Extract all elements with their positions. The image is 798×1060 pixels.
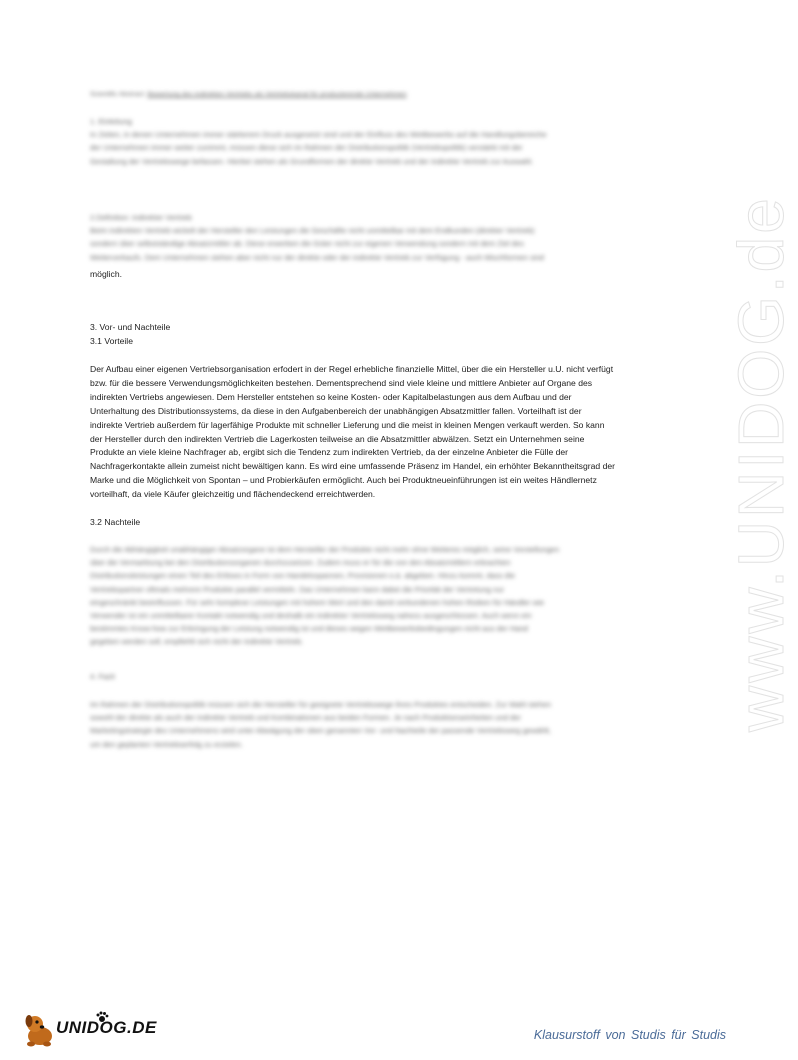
paragraph-line: der Unternehmen immer weiter zunimmt, müssen diese sich im Rahmen der Distributionspolitik (Vertriebspolitik) verstärkt mit der (90, 143, 523, 153)
logo-text: UNIDOG.DE (56, 1018, 157, 1037)
paragraph-line: gegeben werden soll, empfiehlt sich nicht der indirekte Vertrieb. (90, 637, 304, 647)
paragraph-line: Weiterverkaufs. Dem Unternehmen stehen aber nicht nur der direkte oder der indirekte Vertrieb zur Verfügung - auch Mischformen sind (90, 252, 545, 262)
section-4-paragraph (90, 698, 662, 751)
paragraph-line: Der Aufbau einer eigenen Vertriebsorganisation erfodert in der Regel erhebliche finanzielle Mittel, über die ein Hersteller u.U. nicht verfügt (90, 364, 614, 374)
paragraph-line: Vertriebspartner oftmals mehrere Produkte parallel vermitteln. Das Unternehmen kann dabei die Priorität der Vertretung nur (90, 584, 505, 594)
paragraph-line: bestimmtes Know-how zur Erbringung der Leistung notwendig ist und dieses wegen Wettbewerbsbedingungen nicht aus der Hand (90, 624, 529, 634)
paragraph-line: Marke und die Möglichkeit von Spontan – und Probierkäufen ermöglicht. Auch bei Produktneueinführungen ist ein weites Händlernetz (90, 475, 597, 486)
paragraph-line: vorteilhaft, da viele Käufer gleichzeitig und flächendeckend erreichtwerden. (90, 489, 376, 500)
section-4-title: 4. Fazit (90, 672, 115, 681)
header-title-link[interactable]: Bewertung des indirekten Vertriebs als Vertriebskanal für produzierende Unternehmen (147, 91, 407, 98)
section-3-1-paragraph (90, 363, 665, 502)
unidog-logo[interactable] (22, 1010, 162, 1048)
paragraph-line: sondern über selbstständige Absatzmittler ab. Diese erwerben die Güter nicht zur eigenen Verwendung sondern mit dem Ziel des (90, 239, 524, 249)
paragraph-line: In Zeiten, in denen Unternehmen immer stärkerem Druck ausgesetzt sind und der Einfluss des Wettbewerbs auf die Handlungsbereiche (90, 130, 547, 140)
watermark-text: www.UNIDOG.de (725, 195, 797, 732)
paragraph-line: Durch die Abhängigkeit unabhängiger Absatzorgane ist dem Hersteller der Produkte nicht mehr ohne Weiteres möglich, seine Vorstellungen (90, 545, 560, 554)
paragraph-line: Beim indirekten Vertrieb wickelt der Hersteller den Leistungen die Geschäfte nicht unmittelbar mit dem Endkunden (direkter Vertrieb) (90, 226, 535, 236)
paragraph-line: Produkte an viele kleine Nachfrager ab, ergibt sich die Tendenz zum indirekten Vertrieb, da der einzelne Anbieter die Fülle der (90, 447, 569, 458)
paragraph-line: der Hersteller durch den indirekten Vertrieb die Lagerkosten teilweise an die Absatzmittler abwälzen. Setzt ein Unternehmen seine (90, 433, 585, 444)
paragraph-line: Verwender ist ein unmittelbarer Kontakt notwendig und deshalb ein indirekter Vertriebsweg nahezu ausgeschlossen. Auch wenn ein (90, 611, 532, 621)
paragraph-line: Unterhaltung des Distributionssystems, da diese in den Aufgabenbereich der unabhängigen Absatzmittler fallen. Vorteilhaft ist der (90, 405, 582, 416)
paragraph-line: über die Vermarktung bei den Distributionsorganen durchzusetzen. Zudem muss er für die von den Absatzmittlern erbrachten (90, 558, 511, 568)
section-4-conclusion (90, 670, 662, 683)
section-1-introduction (90, 115, 662, 168)
section-2-title: 2.Definition: indirekter Vertrieb (90, 213, 192, 222)
paragraph-line: Distributionsleistungen einen Teil des Erlöses in Form von Handelsspannen, Provisionen o.ä. abgeben. Hinzu kommt, dass die (90, 571, 515, 581)
paragraph-line: Gestaltung der Vertriebswege befassen. Hierbei stehen als Grundformen der direkte Vertrieb und der indirekte Vertrieb zur Auswahl. (90, 156, 534, 166)
section-2-definition (90, 211, 662, 264)
section-3-2-paragraph (90, 543, 662, 649)
section-2-last-word: möglich. (90, 269, 122, 279)
section-1-title: 1. Einleitung (90, 117, 132, 126)
paragraph-line: indirekten Vertriebs angewiesen. Dem Hersteller entstehen so keine Kosten- oder Kapitalbelastungen aus dem Aufbau und der (90, 391, 572, 402)
footer-slogan: Klausurstoff von Studis für Studis (533, 1028, 726, 1042)
watermark (612, 195, 797, 740)
dog-mascot-icon (22, 1010, 58, 1048)
paragraph-line: Im Rahmen der Distributionspolitik müssen sich die Hersteller für geeignete Vertriebswege ihres Produktes entscheiden. Zur Wahl stehen (90, 700, 552, 709)
paragraph-line: um den geplanten Vertriebserfolg zu erzielen. (90, 739, 243, 749)
section-3-2-title: 3.2 Nachteile (90, 517, 141, 527)
paragraph-line: indirekte Vertrieb außerdem für lagerfähige Produkte mit schneller Lieferung und die meist in kleinen Mengen verkauft werden. So kann (90, 419, 605, 430)
paragraph-line: bzw. für die bessere Verwendungsmöglichkeiten bestehen. Dementsprechend sind viele kleine und mittlere Anbieter auf Organe des (90, 377, 593, 388)
paragraph-line: Nachfragerkontakte allein zumeist nicht bewältigen kann. Es wird eine umfassende Präsenz im Handel, ein erhöhter Bekanntheitsgrad der (90, 461, 615, 472)
document-header (90, 90, 610, 100)
paragraph-line: sowohl der direkte als auch der indirekte Vertrieb und Kombinationen aus beiden Formen. Je nach Produktionseinheiten und der (90, 713, 522, 723)
header-prefix: Scientific Abstract: (90, 91, 146, 98)
section-3-title: 3. Vor- und Nachteile (90, 322, 171, 332)
section-3-1-title: 3.1 Vorteile (90, 336, 133, 346)
paragraph-line: Marketingstrategie des Unternehmens wird unter Abwägung der oben genannten Vor- und Nachteile der passende Vertriebsweg gewählt, (90, 726, 551, 736)
paragraph-line: eingeschränkt beeinflussen. Für sehr komplexe Leistungen mit hohem Wert und den damit verbundenen hohen Risiken für Händler wie (90, 597, 545, 607)
